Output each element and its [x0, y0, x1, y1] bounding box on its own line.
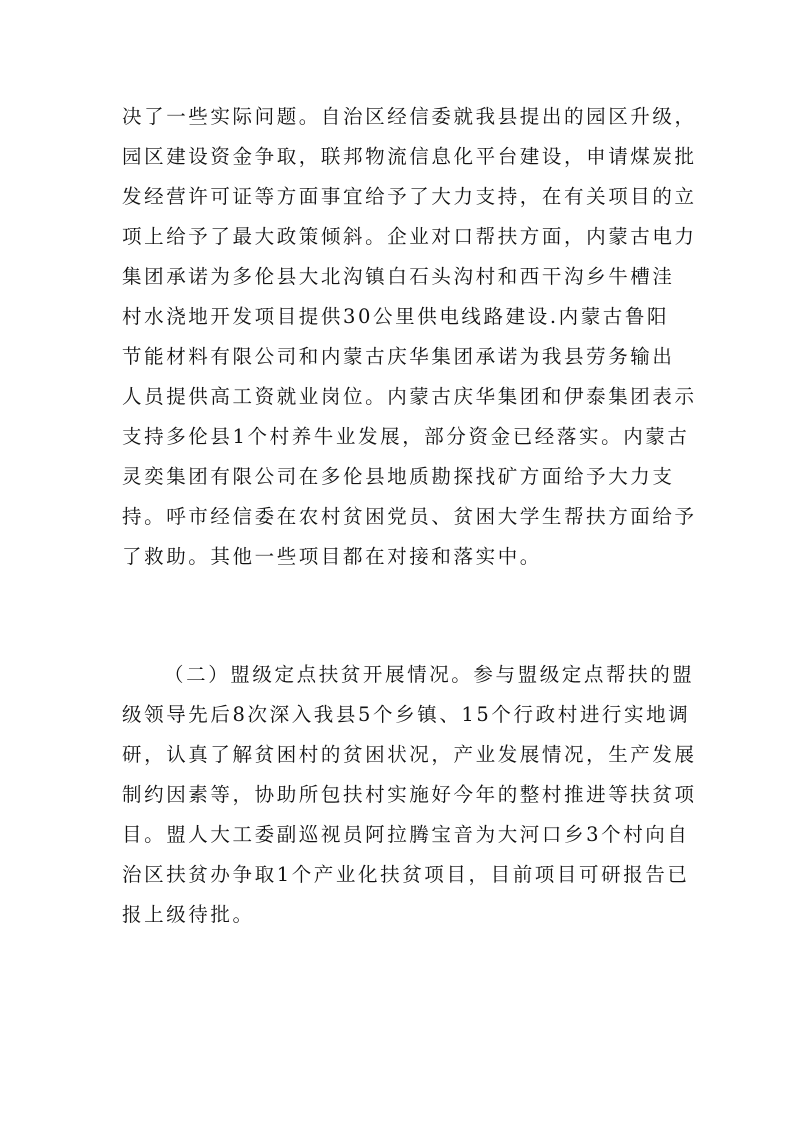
paragraph-1-line: 人员提供高工资就业岗位。内蒙古庆华集团和伊泰集团表示: [122, 385, 697, 408]
paragraph-1-line: 园区建设资金争取，联邦物流信息化平台建设，申请煤炭批: [122, 145, 697, 168]
paragraph-1-line: 决了一些实际问题。自治区经信委就我县提出的园区升级，: [122, 105, 697, 128]
paragraph-2-line: 级领导先后8次深入我县5个乡镇、15个行政村进行实地调: [122, 703, 691, 726]
paragraph-2-line: （二）盟级定点扶贫开展情况。参与盟级定点帮扶的盟: [164, 663, 695, 686]
paragraph-1-line: 发经营许可证等方面事宜给予了大力支持，在有关项目的立: [122, 185, 697, 208]
paragraph-1-line: 节能材料有限公司和内蒙古庆华集团承诺为我县劳务输出: [122, 345, 675, 368]
paragraph-2-line: 报上级待批。: [122, 903, 255, 926]
paragraph-1-line: 项上给予了最大政策倾斜。企业对口帮扶方面，内蒙古电力: [122, 225, 697, 248]
paragraph-1-line: 持。呼市经信委在农村贫困党员、贫困大学生帮扶方面给予: [122, 505, 697, 528]
paragraph-2-line: 研，认真了解贫困村的贫困状况，产业发展情况，生产发展: [122, 743, 697, 766]
paragraph-1-line: 灵奕集团有限公司在多伦县地质勘探找矿方面给予大力支: [122, 465, 675, 488]
paragraph-1-line: 支持多伦县1个村养牛业发展，部分资金已经落实。内蒙古: [122, 425, 690, 448]
paragraph-2-line: 治区扶贫办争取1个产业化扶贫项目，目前项目可研报告已: [122, 863, 690, 886]
paragraph-2-line: 目。盟人大工委副巡视员阿拉腾宝音为大河口乡3个村向自: [122, 823, 690, 846]
paragraph-1-line: 了救助。其他一些项目都在对接和落实中。: [122, 545, 542, 568]
paragraph-2-line: 制约因素等，协助所包扶村实施好今年的整村推进等扶贫项: [122, 783, 697, 806]
paragraph-1-line: 村水浇地开发项目提供30公里供电线路建设.内蒙古鲁阳: [122, 305, 670, 328]
paragraph-1-line: 集团承诺为多伦县大北沟镇白石头沟村和西干沟乡牛槽洼: [122, 265, 675, 288]
